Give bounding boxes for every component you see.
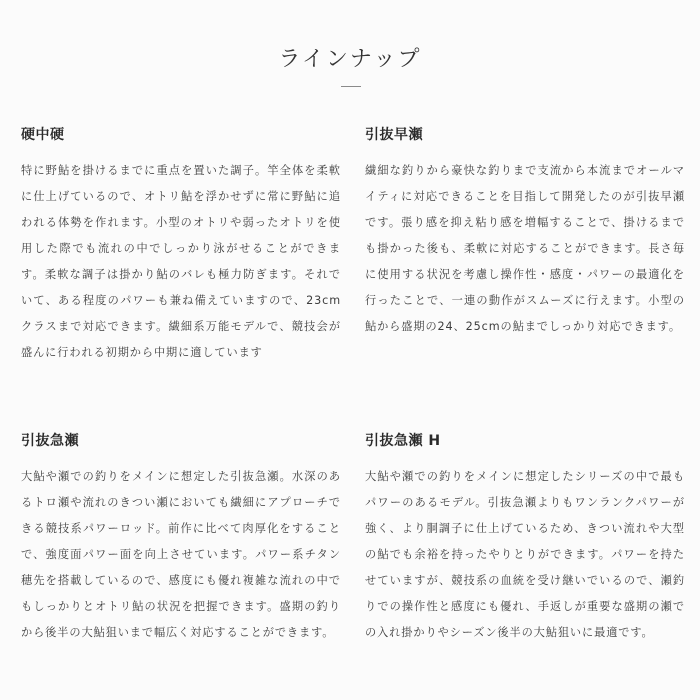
product-card-hikinuki-kyuse [21,430,341,646]
product-name: 引抜急瀬 H [365,433,441,449]
title-divider [341,86,361,87]
page-title: ラインナップ [278,47,422,72]
product-description: 大鮎や瀬での釣りをメインに想定したシリーズの中で最もパワーのあるモデル。引抜急瀬よりもワンランクパワーが強く、より胴調子に仕上げているため、きつい流れや大型の鮎でも余裕を持ったやりとりができます。パワーを持たせていますが、競技系の血統を受け継いでいるので、瀬釣りでの操作性と感度にも優れ、手返しが重要な盛期の瀬での入れ掛かりやシーズン後半の大鮎狙いに最適です。 [365,470,685,639]
product-name: 引抜急瀬 [21,433,79,449]
product-description: 特に野鮎を掛けるまでに重点を置いた調子。竿全体を柔軟に仕上げているので、オトリ鮎を浮かせずに常に野鮎に追われる体勢を作れます。小型のオトリや弱ったオトリを使用した際でも流れの中でしっかり泳がせることができます。柔軟な調子は掛かり鮎のバレも極力防ぎます。それでいて、ある程度のパワーも兼ね備えていますので、23cmクラスまで対応できます。繊細系万能モデルで、競技会が盛んに行われる初期から中期に適しています [21,164,341,359]
product-card-hikinuki-kyuse-h [365,430,685,646]
product-name: 引抜早瀬 [365,127,423,143]
product-card-hikinuki-hayase [365,124,685,340]
product-description: 大鮎や瀬での釣りをメインに想定した引抜急瀬。水深のあるトロ瀬や流れのきつい瀬においても繊細にアプローチできる競技系パワーロッド。前作に比べて肉厚化をすることで、強度面パワー面を向上させています。パワー系チタン穂先を搭載しているので、感度にも優れ複雑な流れの中でもしっかりとオトリ鮎の状況を把握できます。盛期の釣りから後半の大鮎狙いまで幅広く対応することができます。 [21,470,341,639]
product-description: 繊細な釣りから豪快な釣りまで支流から本流までオールマイティに対応できることを目指して開発したのが引抜早瀬です。張り感を抑え粘り感を増幅することで、掛けるまでも掛かった後も、柔軟に対応することができます。長さ毎に使用する状況を考慮し操作性・感度・パワーの最適化を行ったことで、一連の動作がスムーズに行えます。小型の鮎から盛期の24、25cmの鮎までしっかり対応できます。 [365,164,685,333]
product-card-kochuko [21,124,341,366]
product-name: 硬中硬 [21,127,65,143]
